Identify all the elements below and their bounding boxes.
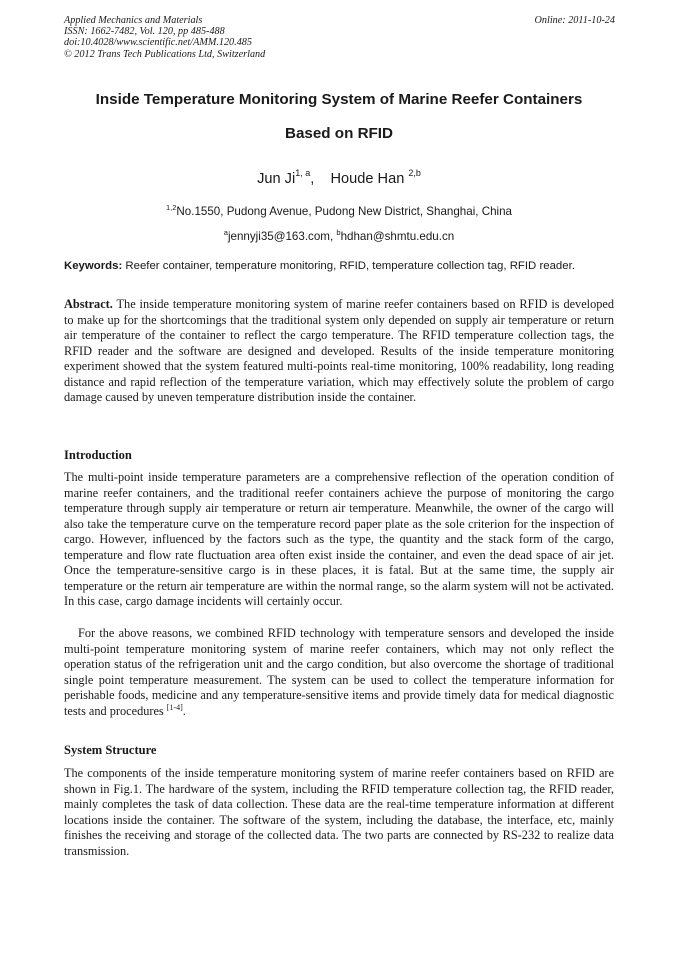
abstract-paragraph: [64, 297, 614, 406]
email-b-marker: b: [336, 228, 341, 237]
system-structure-paragraph-1: The components of the inside temperature monitoring system of marine reefer containers based on RFID are shown in Fig.1. The hardware of the system, including the RFID temperature collection tag, the RFID reader, mainly completes the task of data collection. These data are the real-time temperature information at different locations inside the container. The software of the system, including the database, the interface, etc, mainly finishes the receiving and storage of the collected data. The two parts are connected by RS-232 to realize data transmission.: [64, 766, 614, 858]
keywords-block: [64, 258, 614, 274]
introduction-paragraph-2: For the above reasons, we combined RFID technology with temperature sensors and developed the inside multi-point temperature monitoring system of marine reefer containers, which may not only reflect the operation status of the refrigeration unit and the cargo condition, but also overcome the shortage of traditional single point temperature measurement. The system can be used to collect the temperature information for perishable foods, medicine and any temperature-sensitive items and provide timely data for medical diagnostic tests and procedures [1-4].: [64, 626, 614, 718]
paper-title-line-2: Based on RFID: [284, 125, 393, 142]
introduction-heading: Introduction: [64, 448, 132, 462]
affiliation-address-line: [0, 203, 678, 218]
copyright-line: © 2012 Trans Tech Publications Ltd, Switzerland: [64, 48, 266, 60]
citation-1-4: [1-4]: [166, 702, 183, 712]
author-2-name: Houde Han: [330, 170, 405, 187]
introduction-paragraph-2-text: For the above reasons, we combined RFID technology with temperature sensors and developed the inside multi-point temperature monitoring system of marine reefer containers, which may not only reflect the operation status of the refrigeration unit and the cargo condition, but also overcome the shortage of traditional single point temperature measurement. The system can be used to collect the temperature information for perishable foods, medicine and any temperature-sensitive items and provide timely data for medical diagnostic tests and procedures: [64, 626, 614, 718]
paper-title-line-1: Inside Temperature Monitoring System of Marine Reefer Containers: [95, 91, 583, 108]
email-a: jennyji35@163.com,: [227, 229, 334, 243]
affiliation-email-line: [0, 228, 678, 243]
journal-header: [64, 15, 615, 60]
journal-name: Applied Mechanics and Materials: [64, 15, 203, 26]
affiliation-marker: 1,2: [165, 203, 177, 212]
keywords-text: Reefer container, temperature monitoring, RFID, temperature collection tag, RFID reader.: [125, 260, 575, 272]
issn-line: ISSN: 1662-7482, Vol. 120, pp 485-488: [64, 26, 225, 38]
doi-line: doi:10.4028/www.scientific.net/AMM.120.485: [64, 37, 252, 49]
author-1-name: Jun Ji: [257, 170, 296, 187]
online-date: Online: 2011-10-24: [534, 15, 615, 26]
email-a-marker: a: [223, 228, 228, 237]
keywords-label: Keywords:: [64, 260, 123, 272]
affiliation-address: No.1550, Pudong Avenue, Pudong New District, Shanghai, China: [176, 204, 513, 218]
abstract-text: The inside temperature monitoring system of marine reefer containers based on RFID is developed to make up for the shortcomings that the traditional system only depended on supply air temperature or return air temperature of the container to reflect the cargo temperature. The RFID temperature collection tags, the RFID reader and the software are designed and developed. Results of the inside temperature monitoring experiment showed that the system featured multi-points real-time monitoring, 100% readability, long reading distance and rapid reflection of the temperature variation, which may effectively solute the problem of cargo damage caused by uneven temperature distribution inside the container.: [64, 297, 614, 405]
introduction-paragraph-1: The multi-point inside temperature parameters are a comprehensive reflection of the operation condition of marine reefer containers, and the traditional reefer containers achieve the purpose of monitoring the cargo temperature through supply air temperature or return air temperature. Meanwhile, the owner of the cargo will also take the temperature curve on the temperature record paper plate as the sole criterion for the inspection of cargo. However, influenced by the factors such as the type, the quantity and the stack form of the cargo, temperature and flow rate fluctuation area often exist inside the container, and even the dead space of air jet. Once the temperature-sensitive cargo is in these places, it is fatal. But at the same time, the supply air temperature or the return air temperature are within the normal range, so the alarm system will not be activated. In this case, cargo damage incidents will certainly occur.: [64, 470, 614, 609]
author-1-affil-marker: 1, a: [295, 168, 311, 178]
email-b: hdhan@shmtu.edu.cn: [340, 229, 455, 243]
abstract-label: Abstract.: [64, 297, 113, 311]
author-2-affil-marker: 2,b: [408, 168, 421, 178]
author-list: Jun Ji$^{1, a}$, Houde Han $^{2,b}$: [257, 168, 421, 187]
system-structure-heading: System Structure: [64, 743, 157, 757]
